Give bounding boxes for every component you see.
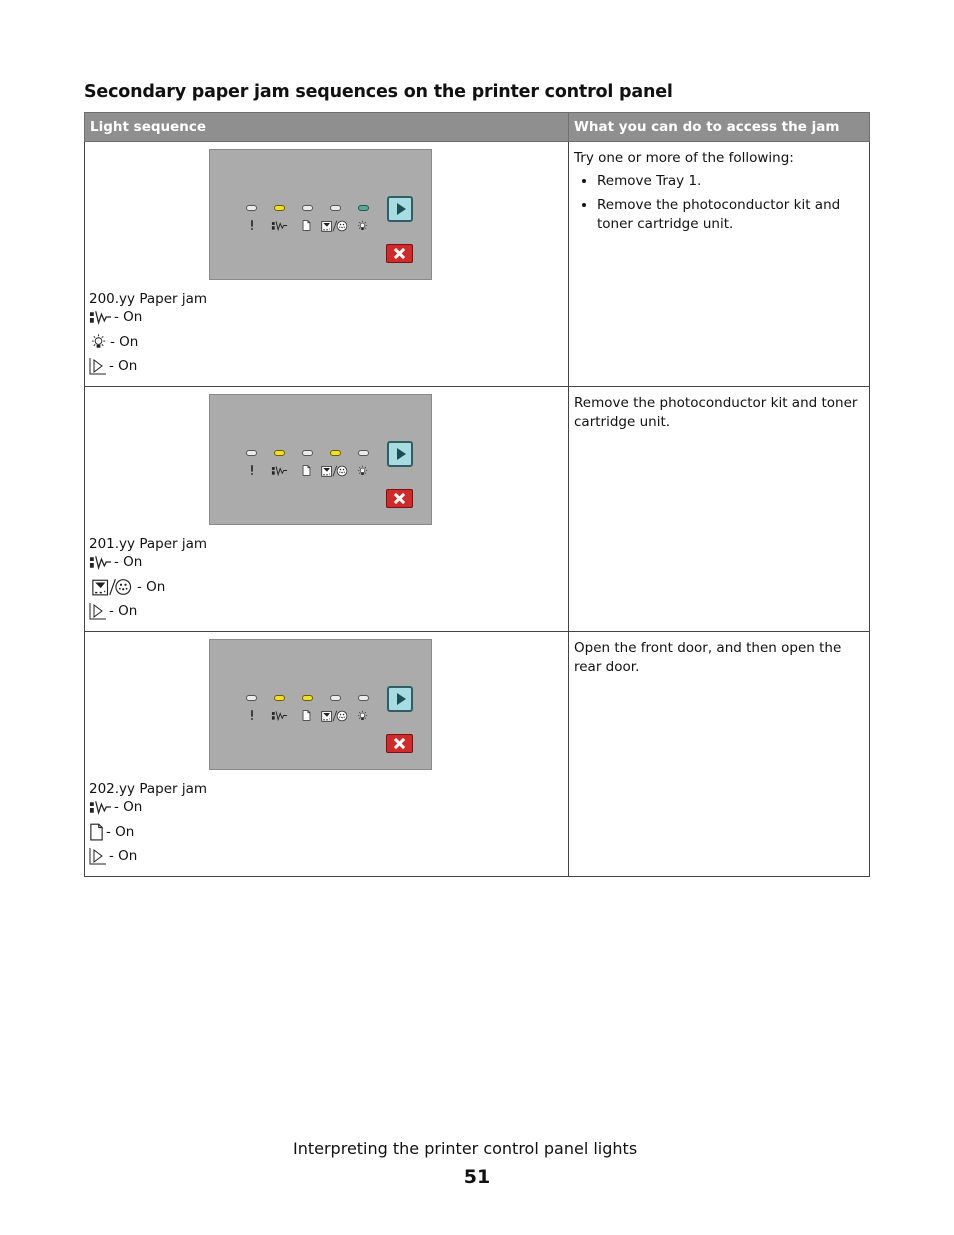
light-state [89,847,137,865]
jam-sequence-table [84,112,870,877]
indicator-light [302,695,313,701]
continue-icon [89,357,107,375]
paper-icon [302,465,311,476]
light-state-text: - On [109,358,138,374]
toner-icon [321,465,348,477]
indicator-light [246,205,257,211]
light-state [89,309,142,325]
light-state [89,823,134,841]
toner-icon [321,710,348,722]
page-title: Secondary paper jam sequences on the printer control panel [84,82,673,102]
light-sequence-cell [85,387,569,632]
error-icon [248,465,256,475]
light-state [89,799,142,815]
continue-button-icon [387,686,413,712]
indicator-light [274,205,285,211]
control-panel-image [209,394,432,525]
paper-icon [302,220,311,231]
load-paper-icon [89,823,104,841]
access-jam-cell [569,632,870,877]
footer-section-title: Interpreting the printer control panel lights [293,1139,638,1158]
light-state-text: - On [114,554,143,570]
light-sequence-cell [85,632,569,877]
indicator-light [302,205,313,211]
light-state-text: - On [137,579,166,595]
toner-icon [321,220,348,232]
error-code: 201.yy Paper jam [89,536,208,552]
error-code: 200.yy Paper jam [89,291,208,307]
light-sequence-cell [85,142,569,387]
instruction-list [574,172,864,234]
instruction-text: Remove the photoconductor kit and toner cartridge unit. [574,395,858,430]
paper-jam-icon [89,309,112,325]
continue-icon [89,602,107,620]
ready-icon [356,220,369,232]
access-jam-cell [569,387,870,632]
indicator-light [274,695,285,701]
light-state [89,602,137,620]
table-row [85,632,870,877]
indicator-light [330,205,341,211]
indicator-light [358,695,369,701]
control-panel-image [209,639,432,770]
jam-icon [271,710,288,721]
light-state [89,357,137,375]
error-icon [248,220,256,230]
header-light-sequence: Light sequence [85,113,569,142]
stop-button-icon [386,734,413,753]
indicator-light [358,205,369,211]
light-state-text: - On [110,334,139,350]
indicator-light [302,450,313,456]
ready-icon [356,710,369,722]
indicator-light [330,695,341,701]
error-code: 202.yy Paper jam [89,781,208,797]
continue-button-icon [387,441,413,467]
stop-button-icon [386,244,413,263]
page-number: 51 [463,1166,491,1188]
indicator-light [358,450,369,456]
access-jam-cell [569,142,870,387]
error-icon [248,710,256,720]
continue-icon [89,847,107,865]
indicator-light [246,450,257,456]
instruction-intro: Try one or more of the following: [574,150,794,166]
list-item: • Remove Tray 1. [597,172,864,191]
table-header-row [85,113,870,142]
light-state [89,333,138,351]
table-row [85,387,870,632]
indicator-light [274,450,285,456]
light-state-text: - On [109,603,138,619]
continue-button-icon [387,196,413,222]
ready-light-icon [89,333,108,351]
indicator-light [246,695,257,701]
light-state-text: - On [114,799,143,815]
list-item: • Remove the photoconductor kit and toner cartridge unit. [597,196,864,234]
ready-icon [356,465,369,477]
paper-jam-icon [89,554,112,570]
stop-button-icon [386,489,413,508]
paper-jam-icon [89,799,112,815]
table-row [85,142,870,387]
toner-photoconductor-icon [89,578,135,596]
light-state-text: - On [106,824,135,840]
light-state [89,578,165,596]
light-state-text: - On [114,309,143,325]
control-panel-image [209,149,432,280]
jam-icon [271,220,288,231]
light-state-text: - On [109,848,138,864]
instruction-text: Open the front door, and then open the rear door. [574,640,842,675]
jam-icon [271,465,288,476]
header-access-jam: What you can do to access the jam [569,113,870,142]
light-state [89,554,142,570]
paper-icon [302,710,311,721]
indicator-light [330,450,341,456]
